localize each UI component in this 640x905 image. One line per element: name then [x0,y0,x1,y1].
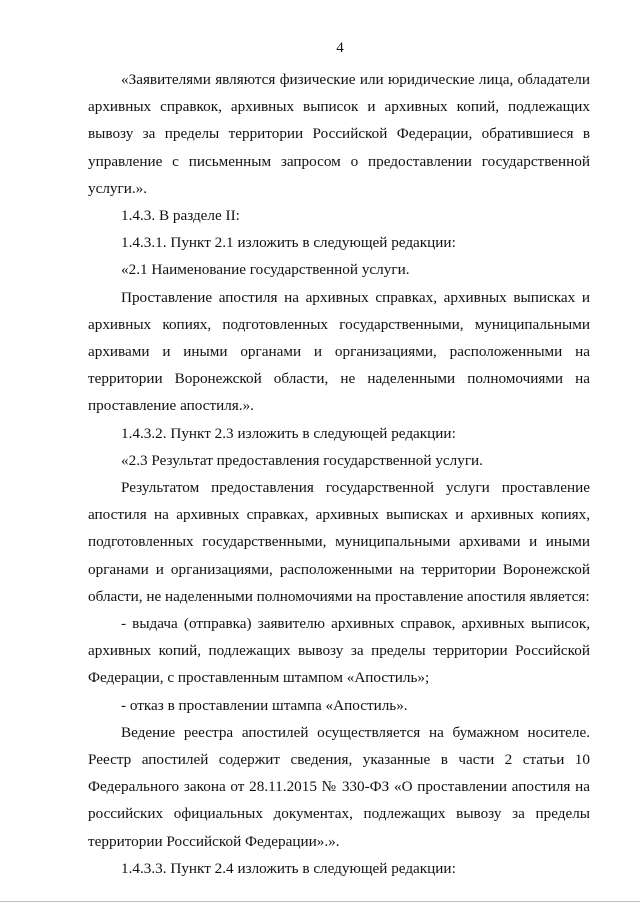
page-number: 4 [336,40,344,56]
paragraph-clause-2-3-text: Результатом предоставления государственной услуги проставление апостиля на архивных справках, архивных выписках и архивных копиях, подготовленных государственными, муниципальными архивами и иными органами и организациями, расположенными на территории Воронежской области, не наделенными полномочиями на проставление апостиля является: [88,479,590,605]
document-body [88,66,590,882]
paragraph-clause-2-1-intro: 1.4.3.1. Пункт 2.1 изложить в следующей редакции: [121,234,456,252]
paragraph-applicants: «Заявителями являются физические или юридические лица, обладатели архивных справкок, архивных выписок и архивных копий, подлежащих вывозу за пределы территории Российской Федерации, обратившиеся в управление с письменным запросом о предоставлении государственной услуги.». [88,71,590,197]
paragraph-clause-2-1-text: Проставление апостиля на архивных справках, архивных выписках и архивных копиях, подготовленных государственными, муниципальными архивами и иными органами и организациями, расположенными на территории Воронежской области, не наделенными полномочиями на проставление апостиля.». [88,288,590,415]
paragraph-clause-2-4-intro: 1.4.3.3. Пункт 2.4 изложить в следующей редакции: [121,859,456,877]
paragraph-section-ii: 1.4.3. В разделе II: [121,207,240,225]
paragraph-result-issue: - выдача (отправка) заявителю архивных справок, архивных выписок, архивных копий, подлежащих вывозу за пределы территории Российской Федерации, с проставленным штампом «Апостиль»; [88,615,590,687]
paragraph-result-refusal: - отказ в проставлении штампа «Апостиль». [121,696,408,714]
paragraph-clause-2-1-title: «2.1 Наименование государственной услуги. [121,261,410,279]
paragraph-apostille-register: Ведение реестра апостилей осуществляется на бумажном носителе. Реестр апостилей содержит сведения, указанные в части 2 статьи 10 Федерального закона от 28.11.2015 № 330-ФЗ «О проставлении апостиля на российских официальных документах, подлежащих вывозу за пределы территории Российской Федерации».». [88,723,590,850]
paragraph-clause-2-3-intro: 1.4.3.2. Пункт 2.3 изложить в следующей редакции: [121,424,456,442]
scan-edge-line [0,901,640,902]
paragraph-clause-2-3-title: «2.3 Результат предоставления государственной услуги. [121,451,483,469]
